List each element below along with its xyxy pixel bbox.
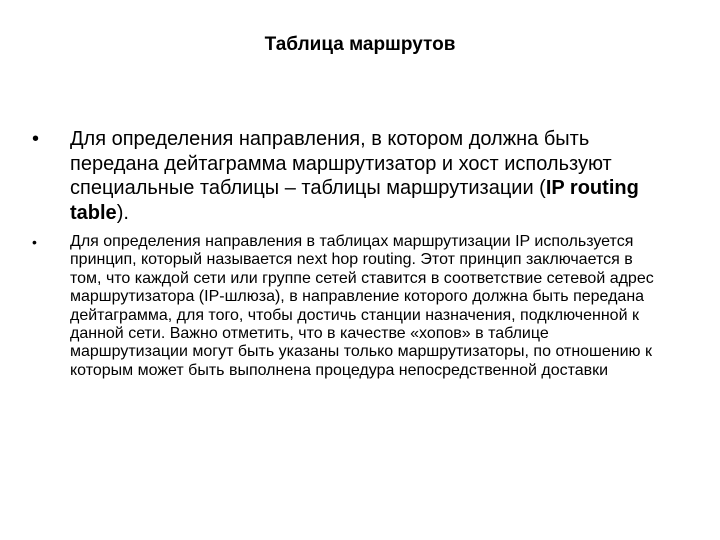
bullet-list [28, 127, 668, 380]
bullet-item-routing-tables [28, 127, 668, 225]
slide-title: Таблица маршрутов [264, 34, 456, 55]
bullet-dot-icon: • [32, 234, 37, 250]
bullet-dot-icon: • [32, 128, 40, 150]
bullet-text-start: Для определения направления, в котором должна быть передана дейтаграмма маршрутизатор и хост используют специальные таблицы – таблицы маршрутизации ( [70, 128, 612, 199]
bullet-term: IP routing table [70, 177, 639, 224]
bullet-text-end: ). [116, 201, 129, 224]
bullet-text: Для определения направления в таблицах маршрутизации IP используется принцип, который называется next hop routing. Этот принцип заключается в том, что каждой сети или группе сетей ставится в соответствие сетевой адрес маршрутизатора (IP-шлюза), в направление которого должна быть передана дейтаграмма, для того, чтобы достичь станции назначения, подключенной к данной сети. Важно отметить, что в качестве «хопов» в таблице маршрутизации могут быть указаны только маршрутизаторы, по отношению к которым может быть выполнена процедура непосредственной доставки [70, 233, 654, 379]
bullet-item-next-hop-routing [28, 233, 668, 380]
